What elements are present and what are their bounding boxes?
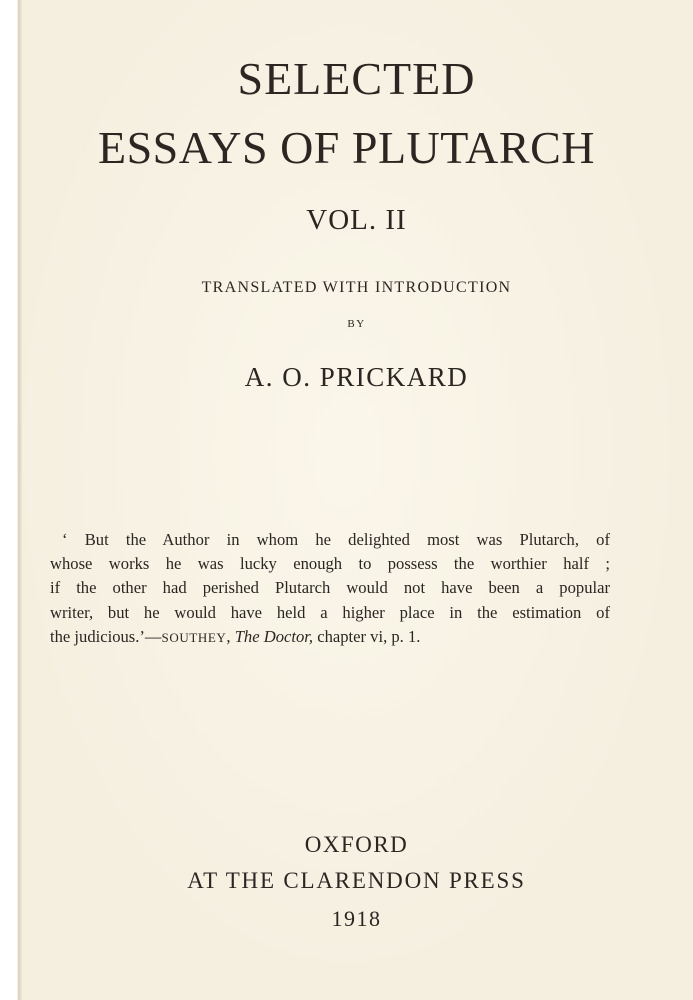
attribution-separator: ,: [226, 626, 235, 646]
attribution-author: SOUTHEY: [161, 629, 227, 645]
attribution-citation: chapter vi, p. 1.: [313, 626, 421, 646]
imprint-place: OXFORD: [304, 832, 409, 857]
epigraph-line-1: ‘ But the Author in whom he delighted most was Plutarch, of: [62, 530, 610, 549]
by-line: BY: [347, 318, 366, 330]
epigraph-line-5-prefix: the judicious.’—: [50, 626, 162, 646]
epigraph-line-4: writer, but he would have held a higher place in the estimation of: [50, 602, 610, 622]
author-name: A. O. PRICKARD: [244, 362, 469, 392]
attribution-work-title: The Doctor,: [234, 626, 314, 646]
translated-with-introduction: TRANSLATED WITH INTRODUCTION: [201, 279, 512, 296]
imprint-press: AT THE CLARENDON PRESS: [187, 868, 526, 893]
epigraph-line-3: if the other had perished Plutarch would not have been a popular: [50, 578, 610, 598]
volume-number: VOL. II: [306, 204, 407, 236]
book-title-line-2: ESSAYS OF PLUTARCH: [98, 122, 595, 173]
epigraph-quote: [50, 528, 610, 650]
book-title-line-1: SELECTED: [237, 53, 476, 104]
epigraph-line-2: whose works he was lucky enough to possess the worthier half ;: [50, 554, 610, 574]
epigraph-line-5: [50, 625, 610, 650]
imprint-year: 1918: [331, 906, 382, 931]
